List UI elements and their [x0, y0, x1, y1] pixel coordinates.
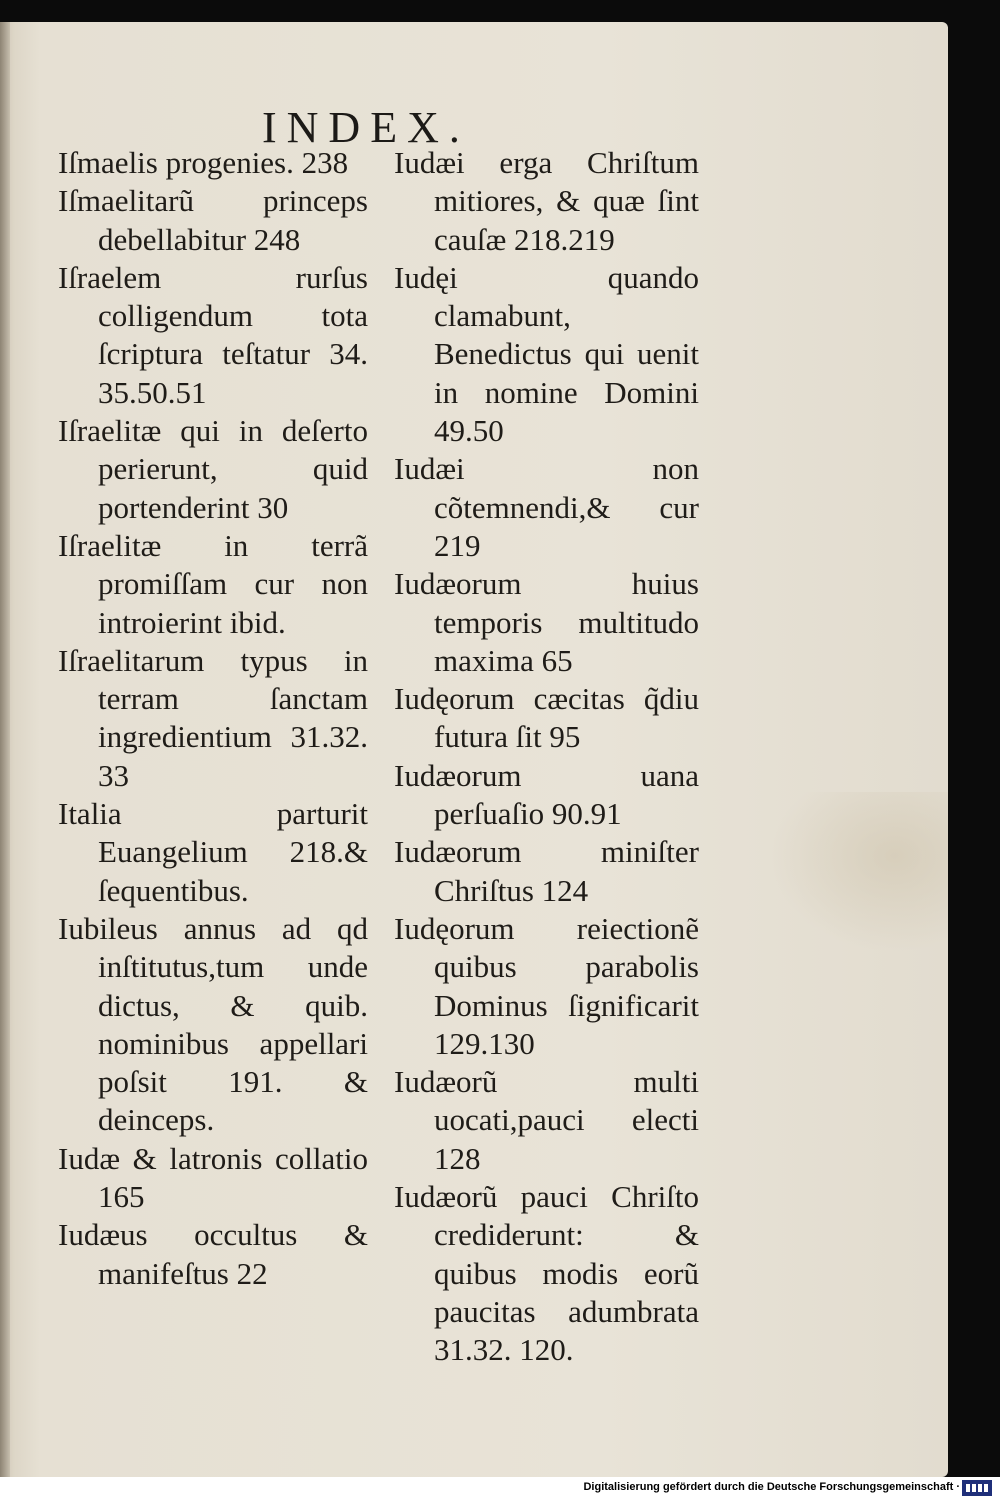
index-entry: Iudæorũ pauci Chriſto crediderunt: & quibus modis eorũ paucitas adumbrata 31.32. 120.: [394, 1179, 699, 1368]
index-entry: Iudæ & latronis collatio 165: [58, 1140, 368, 1215]
book-page: [0, 22, 948, 1477]
dfg-logo-icon: [962, 1480, 992, 1496]
index-entry: Iſraelitæ in terrã promiſſam cur non introierint ibid.: [58, 527, 368, 640]
index-entry: Iſraelem rurſus colligendum tota ſcriptura teſtatur 34. 35.50.51: [58, 259, 368, 410]
index-entry: Iſraelitæ qui in deſerto perierunt, quid portenderint 30: [58, 413, 368, 525]
index-entry: Italia parturit Euangelium 218.& ſequentibus.: [58, 796, 368, 908]
index-entry: Iudęorum reiectionẽ quibus parabolis Dominus ſignificarit 129.130: [394, 910, 699, 1061]
index-entry: Iudæorum huius temporis multitudo maxima 65: [394, 566, 699, 678]
index-entry: Iſmaelis progenies. 238: [58, 145, 349, 180]
index-entry: Iudæorum uana perſuaſio 90.91: [394, 757, 699, 832]
footer-credit: Digitalisierung gefördert durch die Deutsche Forschungsgemeinschaft ·: [583, 1481, 960, 1493]
index-entry: Iudæi non cõtemnendi,& cur 219: [394, 451, 699, 563]
index-entry: Iudæorum miniſter Chriſtus 124: [394, 834, 699, 908]
index-column-left: [58, 144, 368, 1293]
index-entry: Iudæi erga Chriſtum mitiores, & quæ ſint cauſæ 218.219: [394, 145, 699, 257]
water-stain: [770, 792, 948, 952]
index-entry: Iſmaelitarũ princeps debellabitur 248: [58, 183, 368, 257]
index-column-right: [394, 144, 699, 1370]
index-entry: Iudęorum cæcitas q̃diu futura ſit 95: [394, 681, 699, 755]
footer-bar: [0, 1477, 1000, 1499]
index-entry: Iudæus occultus & manifeſtus 22: [58, 1217, 368, 1291]
index-entry: Iſraelitarum typus in terram ſanctam ingredientium 31.32. 33: [58, 642, 368, 793]
index-entry: Iudæorũ multi uocati,pauci electi 128: [394, 1064, 699, 1176]
page-header: INDEX.: [262, 103, 470, 152]
index-entry: Iudęi quando clamabunt, Benedictus qui uenit in nomine Domini 49.50: [394, 259, 699, 449]
index-entry: Iubileus annus ad qd inſtitutus,tum unde dictus, & quib. nominibus appellari poſsit 191. & deinceps.: [58, 910, 368, 1138]
